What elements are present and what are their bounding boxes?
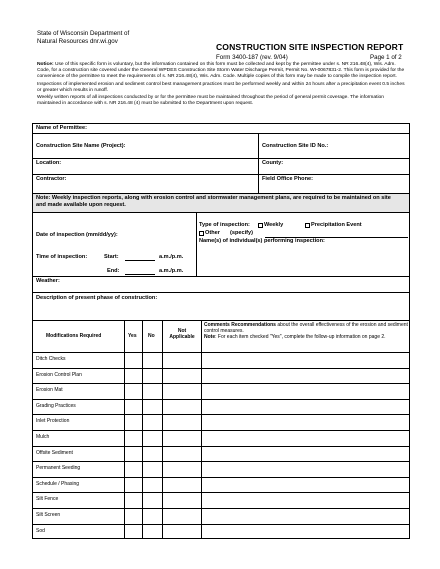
comments-header-rest: about the overall effectiveness of the erosion and sediment control measures. <box>204 322 408 334</box>
comments-note-rest: : For each item checked "Yes", complete the follow-up information on page 2. <box>215 334 386 340</box>
no-cell[interactable] <box>142 383 162 399</box>
no-cell[interactable] <box>142 368 162 384</box>
notice-label: Notice: <box>37 62 54 67</box>
no-cell[interactable] <box>142 477 162 493</box>
rule <box>258 133 259 193</box>
no-cell[interactable] <box>142 430 162 446</box>
na-cell[interactable] <box>162 430 201 446</box>
row-label: Silt Screen <box>36 512 61 518</box>
yes-cell[interactable] <box>124 430 142 446</box>
no-cell[interactable] <box>142 524 162 540</box>
comments-cell[interactable] <box>201 524 410 540</box>
na-cell[interactable] <box>162 508 201 524</box>
other-checkbox[interactable] <box>199 231 204 236</box>
no-cell[interactable] <box>142 461 162 477</box>
comments-header <box>204 322 408 340</box>
row-label: Grading Practices <box>36 402 76 409</box>
comments-cell[interactable] <box>201 477 410 493</box>
row-label: Offsite Sediment <box>36 449 73 456</box>
weather-label: Weather: <box>36 278 60 284</box>
start-time-field[interactable] <box>125 260 155 261</box>
agency-block <box>37 30 129 46</box>
weekly-checkbox[interactable] <box>258 223 263 228</box>
row-label: Schedule / Phasing <box>36 480 80 487</box>
rule <box>32 193 410 194</box>
yes-cell[interactable] <box>124 446 142 462</box>
na-cell[interactable] <box>162 383 201 399</box>
rule <box>32 174 410 175</box>
no-cell[interactable] <box>142 508 162 524</box>
no-cell[interactable] <box>142 352 162 368</box>
no-cell[interactable] <box>142 399 162 415</box>
comments-cell[interactable] <box>201 508 410 524</box>
yes-cell[interactable] <box>124 352 142 368</box>
na-cell[interactable] <box>162 368 201 384</box>
comments-header-bold: Comments Recommendations <box>204 322 276 328</box>
no-cell[interactable] <box>142 414 162 430</box>
notice-block <box>37 62 409 108</box>
notice-para-3: Weekly written reports of all inspections conducted by or for the permittee must be maintained throughout the period of general permit coverage. The information maintained in accordance with s. NR 216.48 (4) must be submitted to the Department upon request. <box>37 95 384 107</box>
precipitation-checkbox[interactable] <box>305 223 310 228</box>
end-label: End: <box>107 268 120 274</box>
end-time-field[interactable] <box>125 274 155 275</box>
start-ampm-label: a.m./p.m. <box>159 254 184 260</box>
comments-cell[interactable] <box>201 414 410 430</box>
rule <box>32 292 410 293</box>
na-cell[interactable] <box>162 399 201 415</box>
row-label: Silt Fence <box>36 496 59 503</box>
notice-para-2: Inspections of implemented erosion and sediment control best management practices must be performed weekly and within 24 hours after a precipitation event 0.5 inches or greater which results in runoff. <box>37 81 405 93</box>
comments-cell[interactable] <box>201 383 410 399</box>
form-title: CONSTRUCTION SITE INSPECTION REPORT <box>216 42 404 52</box>
comments-note-bold: Note <box>204 334 216 340</box>
notice-text: Use of this specific form is voluntary, but the information contained on this form must be collected and kept by the permittee under s. NR 216.48(4), Wis. Adm. Code, for a construction site covered under the General WPDES Construction Site Storm Water Discharge Permit, Permit No. WI-0067831-2. This form is provided for the convenience of the permittee to meet the requirements of s. NR 216.48(4), Wis. Adm. Code. Multiple copies of this form may be made to compile the inspection report. <box>37 62 405 80</box>
modifications-header: Modifications Required <box>46 333 102 339</box>
rule <box>32 212 410 213</box>
row-label: Erosion Mat <box>36 387 63 394</box>
yes-cell[interactable] <box>124 524 142 540</box>
comments-cell[interactable] <box>201 446 410 462</box>
row-label: Sod <box>36 527 45 534</box>
permittee-label: Name of Permittee: <box>36 125 87 131</box>
comments-cell[interactable] <box>201 352 410 368</box>
yes-header: Yes <box>128 333 137 339</box>
no-cell[interactable] <box>142 446 162 462</box>
yes-cell[interactable] <box>124 508 142 524</box>
comments-cell[interactable] <box>201 492 410 508</box>
yes-cell[interactable] <box>124 477 142 493</box>
end-ampm-label: a.m./p.m. <box>159 268 184 274</box>
phase-label: Description of present phase of construction: <box>36 295 158 301</box>
page-indicator: Page 1 of 2 <box>370 54 402 61</box>
yes-cell[interactable] <box>124 414 142 430</box>
site-name-label: Construction Site Name (Project): <box>36 143 126 149</box>
row-label: Erosion Control Plan <box>36 371 82 378</box>
other-label: Other <box>205 230 220 236</box>
na-cell[interactable] <box>162 524 201 540</box>
rule <box>32 133 410 134</box>
yes-cell[interactable] <box>124 399 142 415</box>
comments-cell[interactable] <box>201 461 410 477</box>
na-cell[interactable] <box>162 461 201 477</box>
row-label: Ditch Checks <box>36 356 66 362</box>
no-header: No <box>148 333 155 339</box>
county-label: County: <box>262 160 284 166</box>
comments-cell[interactable] <box>201 399 410 415</box>
inspectors-label: Name(s) of individual(s) performing inspection: <box>199 238 325 244</box>
note-text: Note: Weekly inspection reports, along with erosion control and stormwater management plans, are required to be maintained on site and made available upon request. <box>36 195 391 208</box>
date-of-inspection-label: Date of inspection (mm/dd/yy): <box>36 232 118 238</box>
na-cell[interactable] <box>162 492 201 508</box>
row-label: Permanent Seeding <box>36 465 81 472</box>
agency-line-1: State of Wisconsin Department of <box>37 30 130 37</box>
contractor-label: Contractor: <box>36 176 67 182</box>
rule <box>32 276 410 277</box>
specify-label: (specify) <box>230 230 254 236</box>
no-cell[interactable] <box>142 492 162 508</box>
agency-line-2: Natural Resources dnr.wi.gov <box>37 38 118 45</box>
rule <box>32 320 410 321</box>
rule <box>32 158 410 159</box>
na-cell[interactable] <box>162 446 201 462</box>
yes-cell[interactable] <box>124 461 142 477</box>
yes-cell[interactable] <box>124 383 142 399</box>
field-phone-label: Field Office Phone: <box>262 176 313 182</box>
comments-cell[interactable] <box>201 430 410 446</box>
weekly-label: Weekly <box>264 222 284 228</box>
na-cell[interactable] <box>162 477 201 493</box>
row-label: Inlet Protection <box>36 418 70 425</box>
location-label: Location: <box>36 160 62 166</box>
row-label: Mulch <box>36 434 50 440</box>
precipitation-label: Precipitation Event <box>311 222 362 228</box>
yes-cell[interactable] <box>124 492 142 508</box>
start-label: Start: <box>104 254 119 260</box>
comments-cell[interactable] <box>201 368 410 384</box>
form-number: Form 3400-187 (rev. 9/04) <box>216 54 288 61</box>
rule <box>196 212 197 276</box>
yes-cell[interactable] <box>124 368 142 384</box>
not-applicable-header: Not Applicable <box>169 328 195 340</box>
type-of-inspection-label: Type of inspection: <box>199 222 250 228</box>
na-cell[interactable] <box>162 414 201 430</box>
site-id-label: Construction Site ID No.: <box>262 143 329 149</box>
time-of-inspection-label: Time of inspection: <box>36 254 88 260</box>
na-cell[interactable] <box>162 352 201 368</box>
